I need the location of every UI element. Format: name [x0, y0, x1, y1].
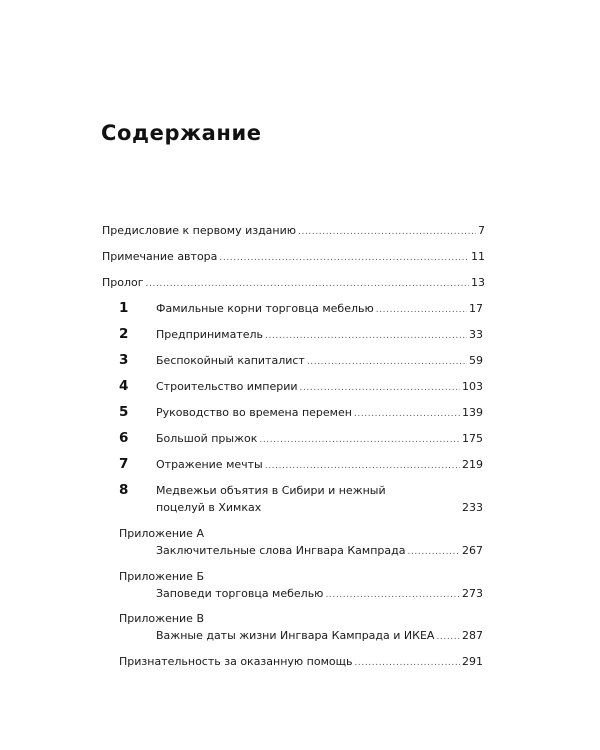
toc-entry-label: Строительство империи	[156, 380, 298, 393]
dot-leader	[300, 380, 461, 396]
chapter-number: 7	[119, 456, 129, 472]
dot-leader	[307, 354, 467, 370]
toc-entry-page: 287	[462, 629, 483, 642]
dot-leader	[325, 587, 460, 603]
chapter-number: 5	[119, 404, 129, 420]
toc-entry-page: 33	[469, 328, 483, 341]
toc-entry-appendix-b	[156, 586, 483, 603]
toc-entry-chapter-3	[156, 353, 483, 370]
dot-leader	[436, 629, 460, 645]
toc-entry-page: 233	[462, 501, 483, 514]
dot-leader	[265, 328, 467, 344]
toc-entry-acknowledgments	[119, 654, 483, 671]
toc-entry-label: Предприниматель	[156, 328, 264, 341]
toc-entry-page: 273	[462, 587, 483, 600]
toc-entry-chapter-5	[156, 405, 483, 422]
toc-entry-page: 139	[462, 406, 483, 419]
dot-leader	[376, 302, 467, 318]
toc-entry-page: 267	[462, 544, 483, 557]
toc-entry-label: Беспокойный капиталист	[156, 354, 305, 367]
toc-entry-label-line1: Медвежьи объятия в Сибири и нежный	[156, 484, 386, 497]
appendix-heading-b: Приложение Б	[119, 570, 204, 583]
toc-entry-appendix-a	[156, 543, 483, 560]
toc-entry-label: Важные даты жизни Ингвара Кампрада и ИКЕА	[156, 629, 435, 642]
dot-leader	[265, 458, 460, 474]
toc-entry-label: Пролог	[102, 276, 144, 289]
dot-leader	[259, 432, 460, 448]
toc-entry-label: Большой прыжок	[156, 432, 258, 445]
chapter-number: 3	[119, 352, 129, 368]
toc-entry-chapter-6	[156, 431, 483, 448]
appendix-heading-a: Приложение А	[119, 527, 204, 540]
toc-entry-page: 175	[462, 432, 483, 445]
toc-entry-label: Предисловие к первому изданию	[102, 224, 297, 237]
dot-leader	[219, 250, 469, 266]
chapter-number: 6	[119, 430, 129, 446]
dot-leader	[408, 544, 461, 560]
toc-entry-label: Заключительные слова Ингвара Кампрада	[156, 544, 406, 557]
toc-entry-page: 17	[469, 302, 483, 315]
toc-entry-chapter-2	[156, 327, 483, 344]
toc-entry-chapter-1	[156, 301, 483, 318]
chapter-number: 2	[119, 326, 129, 342]
toc-entry-page: 11	[471, 250, 485, 263]
toc-entry-appendix-c	[156, 628, 483, 645]
toc-entry-label: Признательность за оказанную помощь	[119, 655, 353, 668]
toc-entry-chapter-4	[156, 379, 483, 396]
toc-entry-page: 13	[471, 276, 485, 289]
dot-leader	[354, 406, 460, 422]
toc-entry-label: Заповеди торговца мебелью	[156, 587, 324, 600]
toc-entry-label-line2: поцелуй в Химках	[156, 501, 262, 514]
toc-entry-label: Примечание автора	[102, 250, 218, 263]
toc-entry-label: Руководство во времена перемен	[156, 406, 352, 419]
toc-entry-preface	[102, 223, 485, 240]
toc-entry-prologue	[102, 275, 485, 292]
page-title: Содержание	[101, 121, 262, 145]
toc-entry-chapter-8	[156, 482, 483, 516]
appendix-heading-c: Приложение В	[119, 612, 204, 625]
dot-leader	[146, 276, 469, 292]
toc-entry-label: Отражение мечты	[156, 458, 263, 471]
toc-entry-label: Фамильные корни торговца мебелью	[156, 302, 374, 315]
toc-entry-page: 7	[478, 224, 485, 237]
toc-entry-page: 59	[469, 354, 483, 367]
toc-entry-author-note	[102, 249, 485, 266]
chapter-number: 8	[119, 482, 129, 498]
toc-entry-page: 103	[462, 380, 483, 393]
toc-entry-page: 291	[462, 655, 483, 668]
toc-entry-page: 219	[462, 458, 483, 471]
chapter-number: 1	[119, 300, 129, 316]
dot-leader	[298, 224, 476, 240]
toc-entry-chapter-7	[156, 457, 483, 474]
dot-leader	[354, 655, 460, 671]
chapter-number: 4	[119, 378, 129, 394]
